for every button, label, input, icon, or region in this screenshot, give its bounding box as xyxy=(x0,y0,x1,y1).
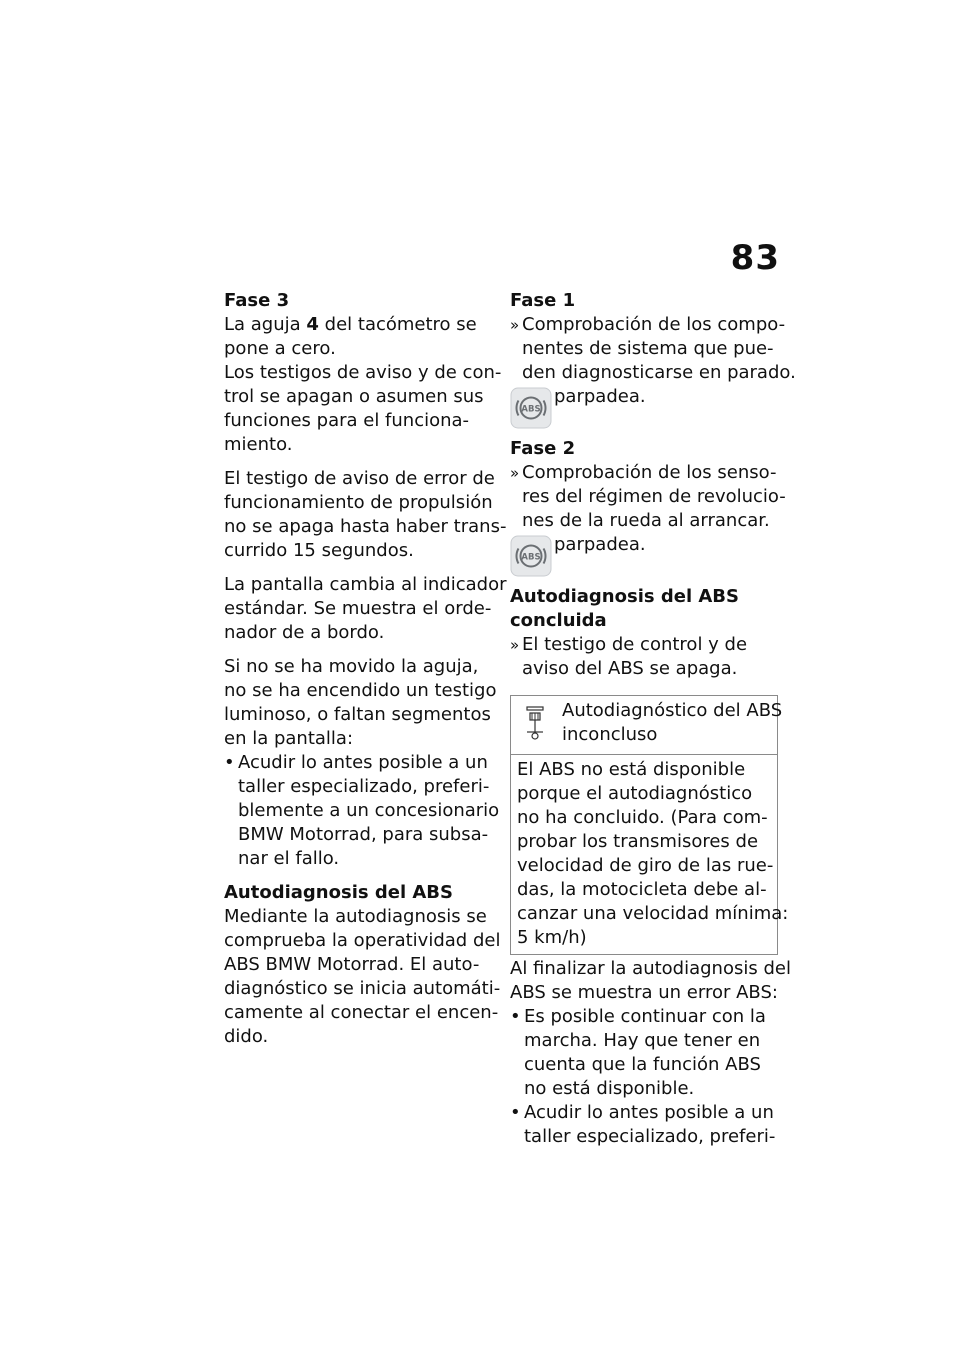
bullet-mark: • xyxy=(224,752,235,773)
text-line: Si no se ha movido la aguja, xyxy=(224,656,479,677)
fase3-line-5: funciones para el funciona- xyxy=(224,410,470,431)
text-line: no se ha encendido un testigo xyxy=(224,680,497,701)
text-line: inconcluso xyxy=(562,724,658,745)
text-line: no está disponible. xyxy=(524,1078,695,1099)
text-line: no se apaga hasta haber trans- xyxy=(224,516,507,537)
text-line: porque el autodiagnóstico xyxy=(517,783,753,804)
step-item xyxy=(510,461,786,533)
autodiag-heading: Autodiagnosis del ABS xyxy=(224,882,453,903)
page-number: 83 xyxy=(730,238,780,278)
text-line: blemente a un concesionario xyxy=(238,800,500,821)
abs-warning-icon xyxy=(510,387,552,429)
step-mark: » xyxy=(510,636,520,654)
text-line: funcionamiento de propulsión xyxy=(224,492,493,513)
bullet-item xyxy=(510,1005,780,1101)
text-line: taller especializado, preferi- xyxy=(238,776,490,797)
text-line: res del régimen de revolucio- xyxy=(522,486,786,507)
bullet-mark: • xyxy=(510,1006,521,1027)
text-line: cuenta que la función ABS xyxy=(524,1054,761,1075)
text-line: en la pantalla: xyxy=(224,728,354,749)
fase3-line-2: pone a cero. xyxy=(224,338,336,359)
fase3-line-4: trol se apagan o asumen sus xyxy=(224,386,484,407)
concluida-heading-line-2: concluida xyxy=(510,610,607,631)
fase3-line-3: Los testigos de aviso y de con- xyxy=(224,362,502,383)
step-item xyxy=(510,633,780,681)
fase1-heading: Fase 1 xyxy=(510,290,576,311)
paragraph-autodiag xyxy=(224,905,501,1049)
fase3-line-1 xyxy=(224,313,490,337)
fase3-line-6: miento. xyxy=(224,434,293,455)
text-line: El testigo de aviso de error de xyxy=(224,468,495,489)
dial-gauge-icon xyxy=(525,706,545,740)
needle-ref-number: 4 xyxy=(306,314,319,335)
text-line: Mediante la autodiagnosis se xyxy=(224,906,487,927)
fase2-heading: Fase 2 xyxy=(510,438,576,459)
abs-warning-icon xyxy=(510,535,552,577)
text-line: dido. xyxy=(224,1026,269,1047)
text-line: camente al conectar el encen- xyxy=(224,1002,499,1023)
fase3-text: La aguja xyxy=(224,314,307,335)
paragraph-display xyxy=(224,573,507,645)
step-mark: » xyxy=(510,316,520,334)
fase3-text: del tacómetro se xyxy=(318,314,477,335)
bullet-item xyxy=(510,1101,780,1149)
text-line: 5 km/h) xyxy=(517,927,587,948)
text-line: nar el fallo. xyxy=(238,848,340,869)
text-line: canzar una velocidad mínima: xyxy=(517,903,789,924)
fase1-icon-row xyxy=(510,385,780,437)
text-line: velocidad de giro de las rue- xyxy=(517,855,774,876)
text-line: Acudir lo antes posible a un xyxy=(238,752,488,773)
text-line: currido 15 segundos. xyxy=(224,540,414,561)
text-line: Es posible continuar con la xyxy=(524,1006,766,1027)
text-line: probar los transmisores de xyxy=(517,831,759,852)
text-line: diagnóstico se inicia automáti- xyxy=(224,978,501,999)
text-line: nentes de sistema que pue- xyxy=(522,338,774,359)
step-mark: » xyxy=(510,464,520,482)
text-line: El ABS no está disponible xyxy=(517,759,746,780)
note-box xyxy=(510,695,789,955)
text-line: BMW Motorrad, para subsa- xyxy=(238,824,489,845)
text-line: marcha. Hay que tener en xyxy=(524,1030,761,1051)
bullet-item xyxy=(224,751,500,871)
step-item xyxy=(510,313,796,385)
text-line: nador de a bordo. xyxy=(224,622,385,643)
fase3-heading: Fase 3 xyxy=(224,290,290,311)
bullet-mark: • xyxy=(510,1102,521,1123)
svg-text:ABS: ABS xyxy=(521,552,541,563)
fase1-icon-text: parpadea. xyxy=(554,386,646,407)
text-line: Al finalizar la autodiagnosis del xyxy=(510,958,791,979)
fase2-icon-text: parpadea. xyxy=(554,534,646,555)
fase2-icon-row xyxy=(510,533,780,585)
right-column xyxy=(510,289,796,1149)
note-title xyxy=(562,699,782,747)
note-body xyxy=(511,755,789,954)
text-line: ABS se muestra un error ABS: xyxy=(510,982,778,1003)
text-line: Comprobación de los senso- xyxy=(522,462,777,483)
text-line: no ha concluido. (Para com- xyxy=(517,807,768,828)
text-line: ABS BMW Motorrad. El auto- xyxy=(224,954,480,975)
text-line: estándar. Se muestra el orde- xyxy=(224,598,492,619)
text-line: taller especializado, preferi- xyxy=(524,1126,776,1147)
text-line: nes de la rueda al arrancar. xyxy=(522,510,770,531)
text-line: comprueba la operatividad del xyxy=(224,930,501,951)
note-header xyxy=(511,696,783,755)
text-line: aviso del ABS se apaga. xyxy=(522,658,738,679)
text-line: Autodiagnóstico del ABS xyxy=(562,700,783,721)
left-column xyxy=(224,289,507,1049)
text-line: Comprobación de los compo- xyxy=(522,314,786,335)
paragraph-warning-light xyxy=(224,467,507,563)
paragraph-abs-error xyxy=(510,957,791,1005)
svg-text:ABS: ABS xyxy=(521,404,541,415)
concluida-heading-line-1: Autodiagnosis del ABS xyxy=(510,586,739,607)
text-line: das, la motocicleta debe al- xyxy=(517,879,767,900)
text-line: Acudir lo antes posible a un xyxy=(524,1102,774,1123)
paragraph-fault-condition xyxy=(224,655,497,751)
text-line: El testigo de control y de xyxy=(522,634,748,655)
text-line: La pantalla cambia al indicador xyxy=(224,574,507,595)
text-line: luminoso, o faltan segmentos xyxy=(224,704,491,725)
text-line: den diagnosticarse en parado. xyxy=(522,362,796,383)
